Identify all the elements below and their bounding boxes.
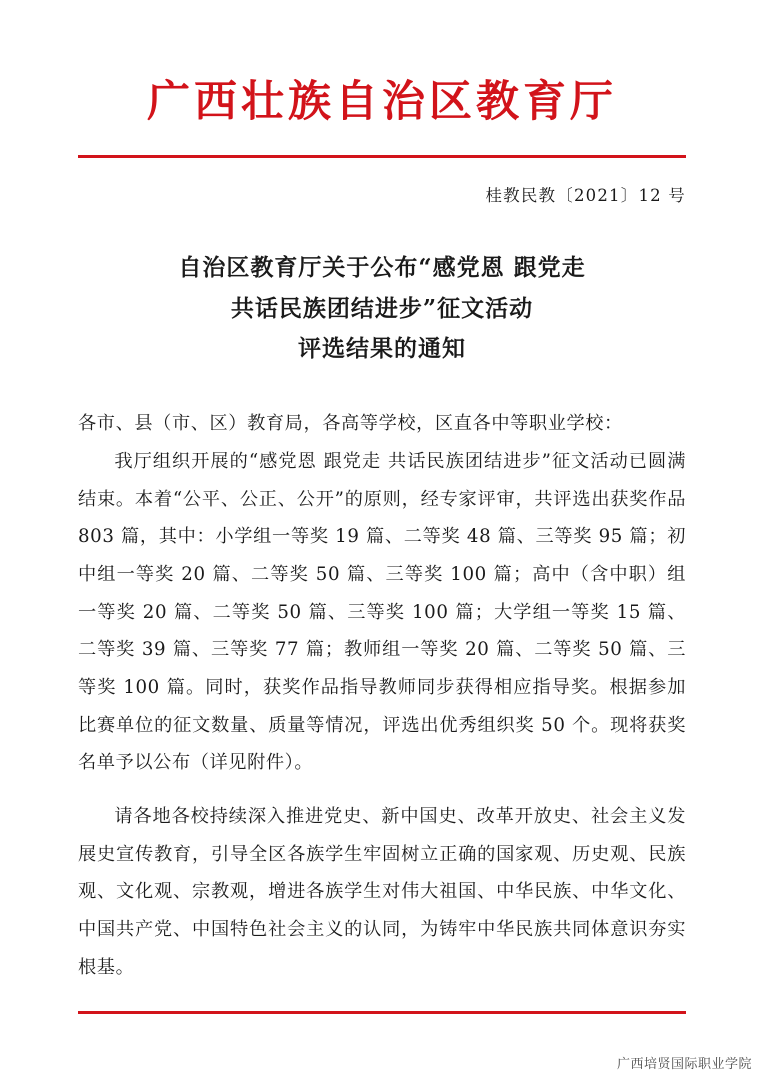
body-addressee: 各市、县（市、区）教育局，各高等学校，区直各中等职业学校：	[78, 413, 623, 435]
footer-watermark: 广西培贤国际职业学院	[616, 1057, 752, 1072]
document-title-line-1: 自治区教育厅关于公布“感党恩 跟党走	[178, 254, 586, 282]
footer-divider-rule	[78, 1011, 686, 1014]
document-title-line-3: 评选结果的通知	[298, 334, 466, 362]
document-number: 桂教民教〔2021〕12 号	[485, 186, 686, 206]
document-title	[78, 248, 686, 369]
header-divider-rule	[78, 155, 686, 158]
issuing-organization-title: 广西壮族自治区教育厅	[147, 77, 617, 127]
document-header	[78, 0, 686, 127]
document-body	[78, 405, 686, 986]
body-paragraph-2: 请各地各校持续深入推进党史、新中国史、改革开放史、社会主义发展史宣传教育，引导全区各族学生牢固树立正确的国家观、历史观、民族观、文化观、宗教观，增进各族学生对伟大祖国、中华民族、中华文化、中国共产党、中国特色社会主义的认同，为铸牢中华民族共同体意识夯实根基。	[78, 805, 686, 978]
body-paragraph-1: 我厅组织开展的“感党恩 跟党走 共话民族团结进步”征文活动已圆满结束。本着“公平、公正、公开”的原则，经专家评审，共评选出获奖作品 803 篇，其中：小学组一等奖 19 篇、二等奖 48 篇、三等奖 95 篇；初中组一等奖 20 篇、二等奖 50 篇、三等奖 100 篇；高中（含中职）组一等奖 20 篇、二等奖 50 篇、三等奖 100 篇；大学组一等奖 15 篇、二等奖 39 篇、三等奖 77 篇；教师组一等奖 20 篇、二等奖 50 篇、三等奖 100 篇。同时，获奖作品指导教师同步获得相应指导奖。根据参加比赛单位的征文数量、质量等情况，评选出优秀组织奖 50 个。现将获奖名单予以公布（详见附件）。	[78, 450, 686, 774]
document-title-line-2: 共话民族团结进步”征文活动	[230, 294, 534, 322]
